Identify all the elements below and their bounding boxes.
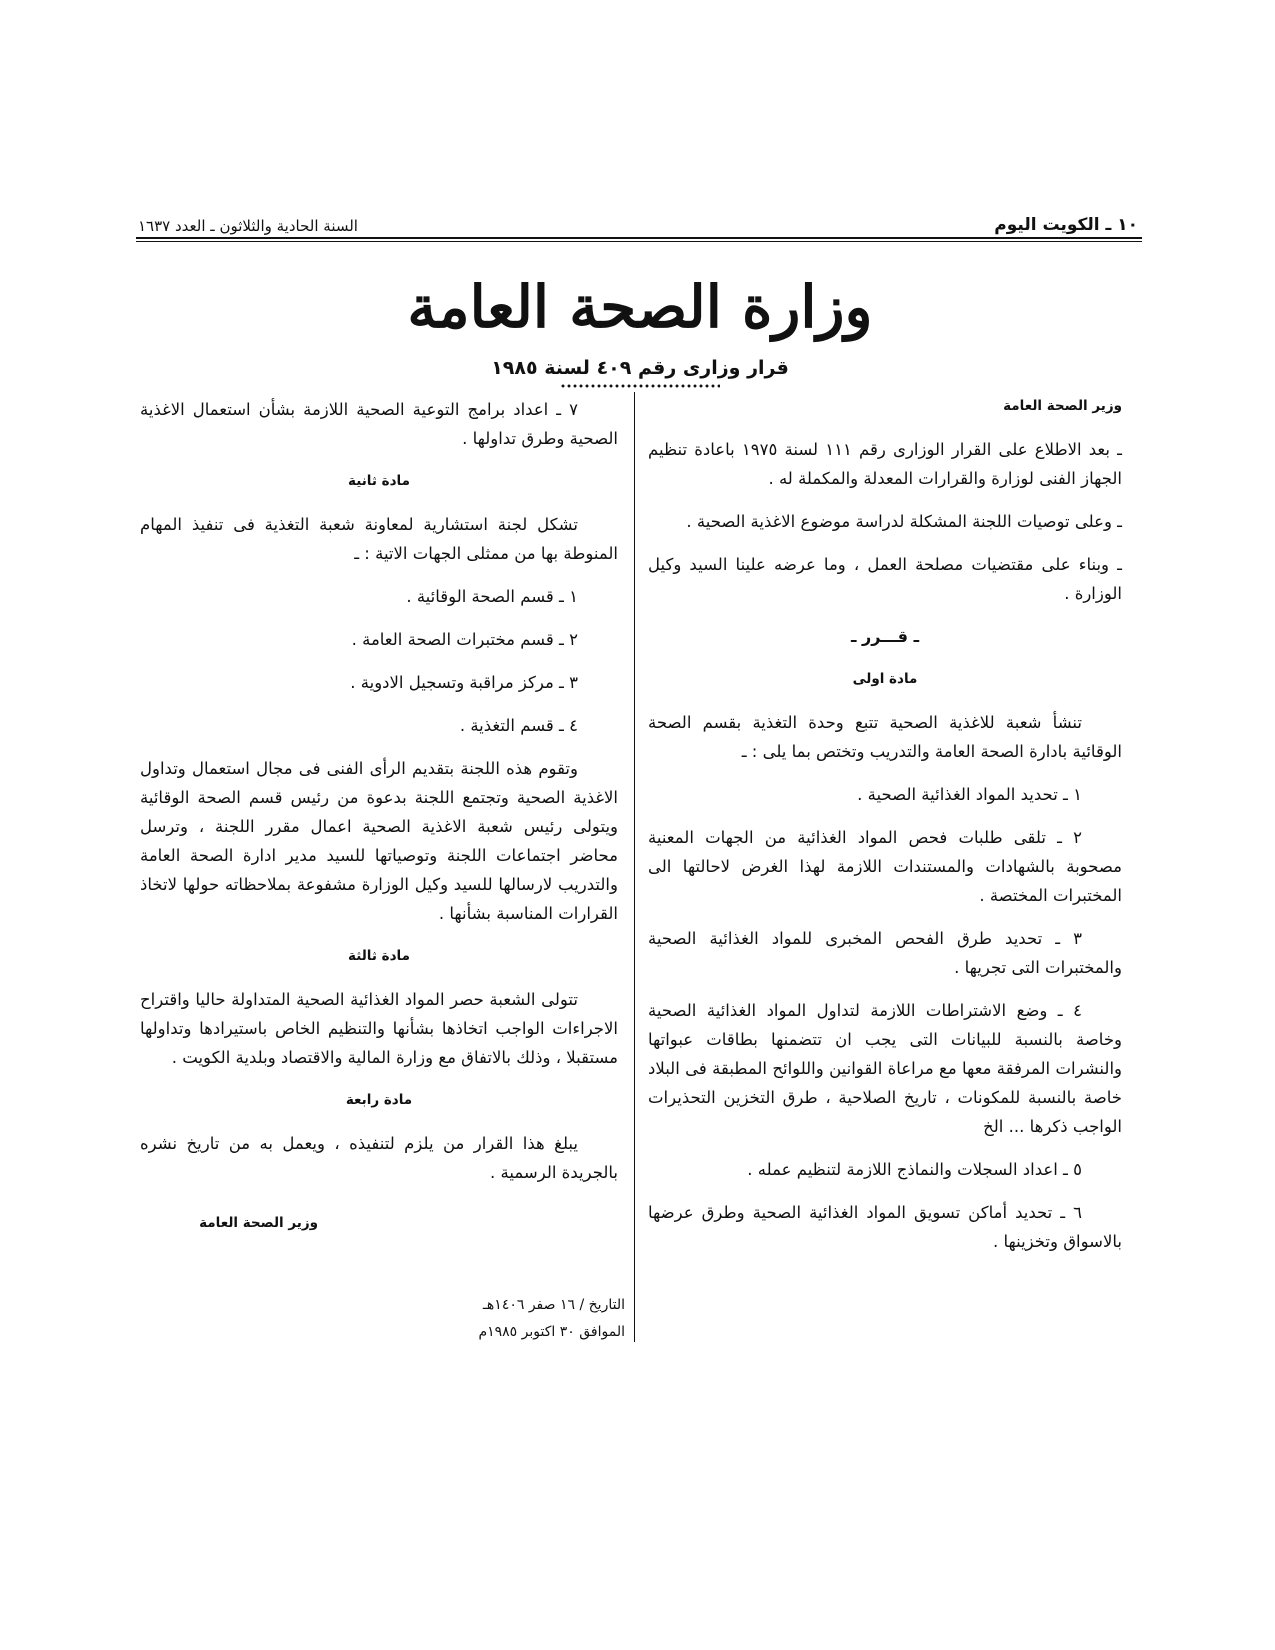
article-1-heading: مادة اولى	[852, 671, 918, 687]
running-header	[138, 205, 1138, 235]
article-2-intro: تشكل لجنة استشارية لمعاونة شعبة التغذية فى تنفيذ المهام المنوطة بها من ممثلى الجهات الاتية : ـ	[140, 515, 618, 563]
article-4-heading: مادة رابعة	[345, 1092, 413, 1108]
header-page-title: ١٠ ـ الكويت اليوم	[994, 215, 1138, 235]
preamble-1: ـ بعد الاطلاع على القرار الوزارى رقم ١١١ لسنة ١٩٧٥ باعادة تنظيم الجهاز الفنى لوزارة والقرارات المعدلة والمكملة له .	[648, 440, 1122, 488]
date-gregorian: الموافق ٣٠ اكتوبر ١٩٨٥م	[478, 1324, 625, 1340]
committee-member: ٢ ـ قسم مختبرات الصحة العامة .	[351, 630, 578, 649]
article-2-heading: مادة ثانية	[348, 473, 410, 489]
date-hijri: التاريخ / ١٦ صفر ١٤٠٦هـ	[482, 1297, 625, 1313]
column-divider	[634, 392, 635, 1342]
header-issue-info: السنة الحادية والثلاثون ـ العدد ١٦٣٧	[138, 217, 358, 235]
dotted-separator	[560, 382, 720, 390]
list-item: ١ ـ تحديد المواد الغذائية الصحية .	[857, 785, 1082, 804]
minister-signature: وزير الصحة العامة	[199, 1215, 318, 1231]
committee-text: وتقوم هذه اللجنة بتقديم الرأى الفنى فى مجال استعمال وتداول الاغذية الصحية وتجتمع اللجنة بدعوة من رئيس قسم الصحة الوقائية ويتولى رئيس شعبة الاغذية الصحية اعمال مقرر اللجنة ، وترسل محاضر اجتماعات اللجنة وتوصياتها للسيد مدير ادارة الصحة العامة والتدريب لارسالها للسيد وكيل الوزارة مشفوعة بملاحظاته حولها لاتخاذ القرارات المناسبة بشأنها .	[140, 759, 618, 923]
right-column	[648, 392, 1122, 1270]
ministry-masthead: وزارة الصحة العامة	[407, 273, 873, 341]
committee-member: ١ ـ قسم الصحة الوقائية .	[406, 587, 578, 606]
decides-heading: ـ قـــرر ـ	[850, 627, 920, 646]
list-item-7: ٧ ـ اعداد برامج التوعية الصحية اللازمة بشأن استعمال الاغذية الصحية وطرق تداولها .	[140, 400, 618, 448]
article-3-heading: مادة ثالثة	[348, 948, 410, 964]
preamble-2: ـ وعلى توصيات اللجنة المشكلة لدراسة موضوع الاغذية الصحية .	[686, 512, 1122, 531]
article-4-text: يبلغ هذا القرار من يلزم لتنفيذه ، ويعمل به من تاريخ نشره بالجريدة الرسمية .	[140, 1134, 618, 1182]
header-rule-thin	[136, 241, 1142, 242]
list-item: ٥ ـ اعداد السجلات والنماذج اللازمة لتنظيم عمله .	[747, 1160, 1082, 1179]
list-item: ٦ ـ تحديد أماكن تسويق المواد الغذائية الصحية وطرق عرضها بالاسواق وتخزينها .	[648, 1203, 1122, 1251]
article-3-text: تتولى الشعبة حصر المواد الغذائية الصحية المتداولة حاليا واقتراح الاجراءات الواجب اتخاذها بشأنها والتنظيم الخاص باستيرادها وتداولها مستقبلا ، وذلك بالاتفاق مع وزارة المالية والاقتصاد وبلدية الكويت .	[140, 990, 618, 1067]
header-rule	[136, 237, 1142, 239]
committee-member: ٤ ـ قسم التغذية .	[459, 716, 578, 735]
list-item: ٢ ـ تلقى طلبات فحص المواد الغذائية من الجهات المعنية مصحوبة بالشهادات والمستندات اللازمة لهذا الغرض لاحالتها الى المختبرات المختصة .	[648, 828, 1122, 905]
preamble-3: ـ وبناء على مقتضيات مصلحة العمل ، وما عرضه علينا السيد وكيل الوزارة .	[648, 555, 1122, 603]
decision-dates	[420, 1292, 625, 1346]
committee-member: ٣ ـ مركز مراقبة وتسجيل الادوية .	[350, 673, 578, 692]
article-1-intro: تنشأ شعبة للاغذية الصحية تتبع وحدة التغذية بقسم الصحة الوقائية بادارة الصحة العامة والتدريب وتختص بما يلى : ـ	[648, 713, 1122, 761]
list-item: ٣ ـ تحديد طرق الفحص المخبرى للمواد الغذائية الصحية والمختبرات التى تجريها .	[648, 929, 1122, 977]
left-column	[140, 395, 618, 1238]
list-item: ٤ ـ وضع الاشتراطات اللازمة لتداول المواد الغذائية الصحية وخاصة بالنسبة للبيانات التى يجب ان تتضمنها بطاقات عبواتها والنشرات المرفقة معها مع مراعاة القوانين واللوائح المطبقة فى البلاد خاصة بالنسبة للمكونات ، تاريخ الصلاحية ، طرق التخزين التحذيرات الواجب ذكرها ... الخ	[648, 1001, 1122, 1136]
minister-label: وزير الصحة العامة	[1003, 398, 1122, 414]
decision-title: قرار وزارى رقم ٤٠٩ لسنة ١٩٨٥	[491, 357, 789, 379]
